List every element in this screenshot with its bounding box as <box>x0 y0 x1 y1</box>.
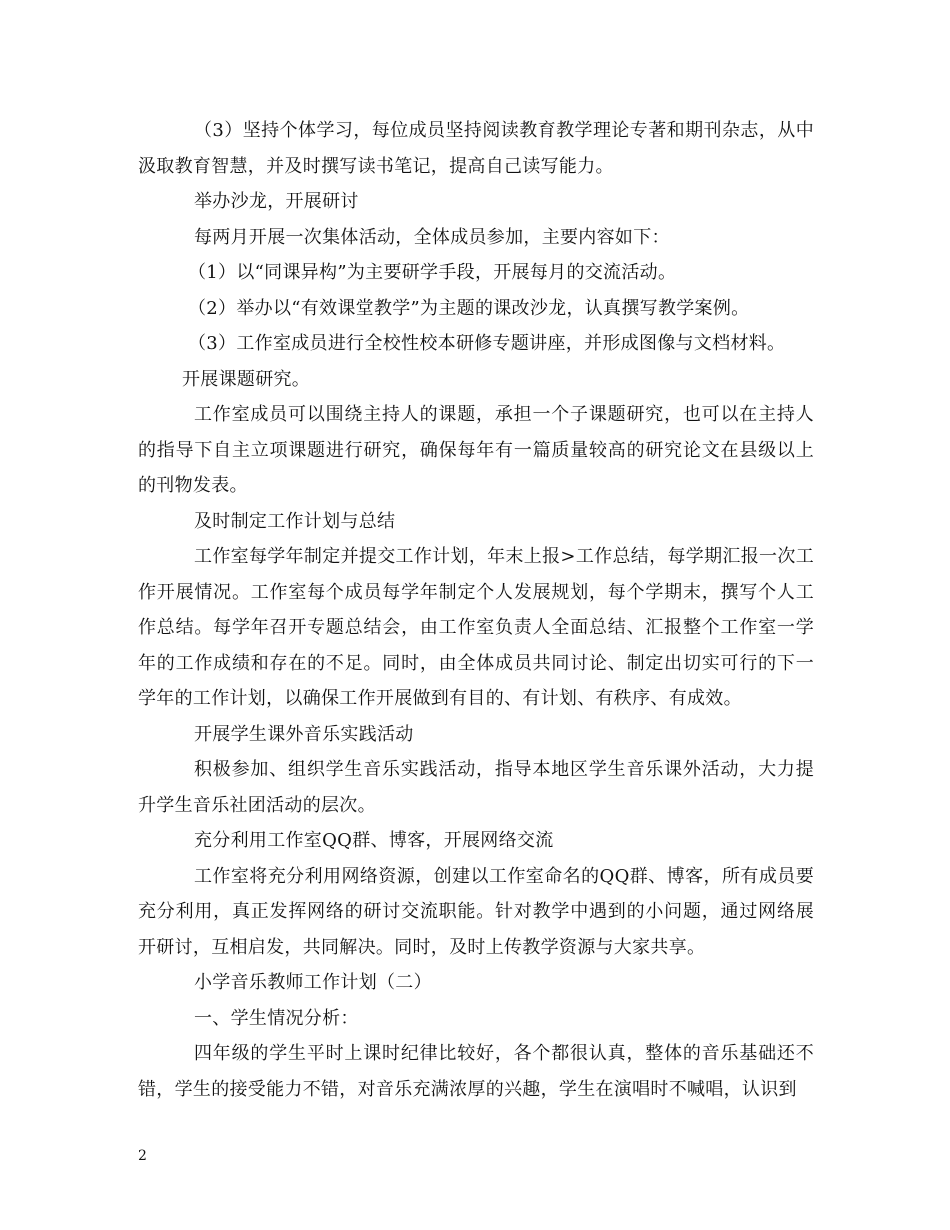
paragraph-study: （3）坚持个体学习，每位成员坚持阅读教育教学理论专著和期刊杂志，从中汲取教育智慧，并及时撰写读书笔记，提高自己读写能力。 <box>138 120 814 177</box>
heading-plan-two: 小学音乐教师工作计划（二） <box>194 972 432 993</box>
page-number: 2 <box>138 1148 147 1164</box>
heading-practice: 开展学生课外音乐实践活动 <box>194 723 414 745</box>
heading-salon: 举办沙龙，开展研讨 <box>194 191 359 212</box>
paragraph-plan-summary: 工作室每学年制定并提交工作计划，年末上报>工作总结，每学期汇报一次工作开展情况。工作室每个成员每学年制定个人发展规划，每个学期末，撰写个人工作总结。每学年召开专题总结会，由工作室负责人全面总结、汇报整个工作室一学年的工作成绩和存在的不足。同时，由全体成员共同讨论、制定出切实可行的下一学年的工作计划，以确保工作开展做到有目的、有计划、有秩序、有成效。 <box>138 546 814 709</box>
paragraph-monthly-activity: 每两月开展一次集体活动，全体成员参加，主要内容如下： <box>194 226 670 248</box>
list-item-2: （2）举办以“有效课堂教学”为主题的课改沙龙，认真撰写教学案例。 <box>188 297 750 319</box>
heading-plan-summary: 及时制定工作计划与总结 <box>194 510 396 532</box>
list-item-1: （1）以“同课异构”为主要研学手段，开展每月的交流活动。 <box>188 262 677 283</box>
paragraph-practice: 积极参加、组织学生音乐实践活动，指导本地区学生音乐课外活动，大力提升学生音乐社团活动的层次。 <box>138 759 814 816</box>
heading-research: 开展课题研究。 <box>182 368 311 390</box>
heading-student-analysis: 一、学生情况分析： <box>194 1007 359 1029</box>
list-item-3: （3）工作室成员进行全校性校本研修专题讲座，并形成图像与文档材料。 <box>188 333 786 354</box>
paragraph-research: 工作室成员可以围绕主持人的课题，承担一个子课题研究，也可以在主持人的指导下自主立项课题进行研究，确保每年有一篇质量较高的研究论文在县级以上的刊物发表。 <box>138 404 814 496</box>
paragraph-student-analysis: 四年级的学生平时上课时纪律比较好，各个都很认真，整体的音乐基础还不错，学生的接受能力不错，对音乐充满浓厚的兴趣，学生在演唱时不喊唱，认识到 <box>138 1043 814 1100</box>
heading-network: 充分利用工作室QQ群、博客，开展网络交流 <box>194 830 554 851</box>
paragraph-network: 工作室将充分利用网络资源，创建以工作室命名的QQ群、博客，所有成员要充分利用，真正发挥网络的研讨交流职能。针对教学中遇到的小问题，通过网络展开研讨，互相启发，共同解决。同时，及时上传教学资源与大家共享。 <box>138 865 814 958</box>
document-body <box>138 113 814 1107</box>
